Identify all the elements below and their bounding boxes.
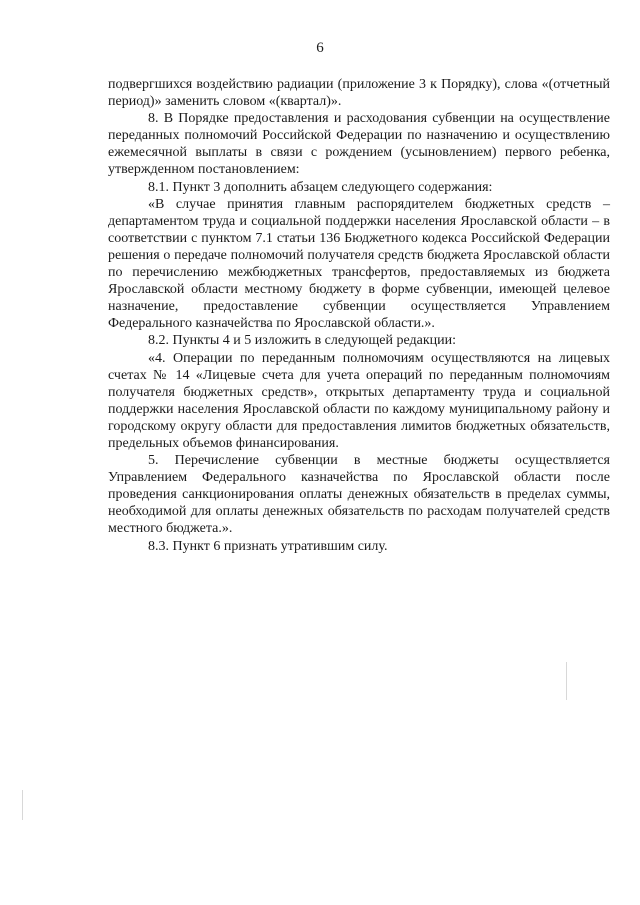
paragraph-quote-point-4: «4. Операции по переданным полномочиям осуществляются на лицевых счетах № 14 «Лицевые счета для учета операций по переданным полномочиям получателя бюджетных средств», открытых департаменту труда и социальной поддержки населения Ярославской области по каждому муниципальному району и городскому округу области для предоставления лимитов бюджетных обязательств, предельных объемов финансирования. bbox=[108, 350, 610, 451]
paragraph-quote-point-5: 5. Перечисление субвенции в местные бюджеты осуществляется Управлением Федерального казначейства по Ярославской области после проведения санкционирования оплаты денежных обязательств в пределах суммы, необходимой для оплаты денежных обязательств по расходам получателей средств местного бюджета.». bbox=[108, 453, 610, 537]
scan-artifact-line bbox=[566, 662, 567, 700]
paragraph-quote-8-1: «В случае принятия главным распорядителем бюджетных средств – департаментом труда и социальной поддержки населения Ярославской области – в соответствии с пунктом 7.1 статьи 136 Бюджетного кодекса Российской Федерации решения о передаче полномочий получателя средств бюджета Ярославской области по перечислению межбюджетных трансфертов, предоставляемых из бюджета Ярославской области местному бюджету в форме субвенции, имеющей целевое назначение, предоставление субвенции осуществляется Управлением Федерального казначейства по Ярославской области.». bbox=[108, 196, 610, 332]
paragraph-item-8-1: 8.1. Пункт 3 дополнить абзацем следующего содержания: bbox=[148, 179, 493, 195]
scan-artifact-line bbox=[22, 790, 23, 820]
document-body bbox=[108, 76, 610, 555]
paragraph-item-8-2: 8.2. Пункты 4 и 5 изложить в следующей редакции: bbox=[148, 333, 457, 349]
page-number: 6 bbox=[316, 40, 324, 56]
paragraph-item-8: 8. В Порядке предоставления и расходования субвенции на осуществление переданных полномочий Российской Федерации по назначению и осуществлению ежемесячной выплаты в связи с рождением (усыновлением) первого ребенка, утвержденном постановлением: bbox=[108, 111, 610, 178]
paragraph-item-8-3: 8.3. Пункт 6 признать утратившим силу. bbox=[148, 538, 388, 554]
paragraph-continuation: подвергшихся воздействию радиации (приложение 3 к Порядку), слова «(отчетный период)» заменить словом «(квартал)». bbox=[108, 77, 610, 110]
